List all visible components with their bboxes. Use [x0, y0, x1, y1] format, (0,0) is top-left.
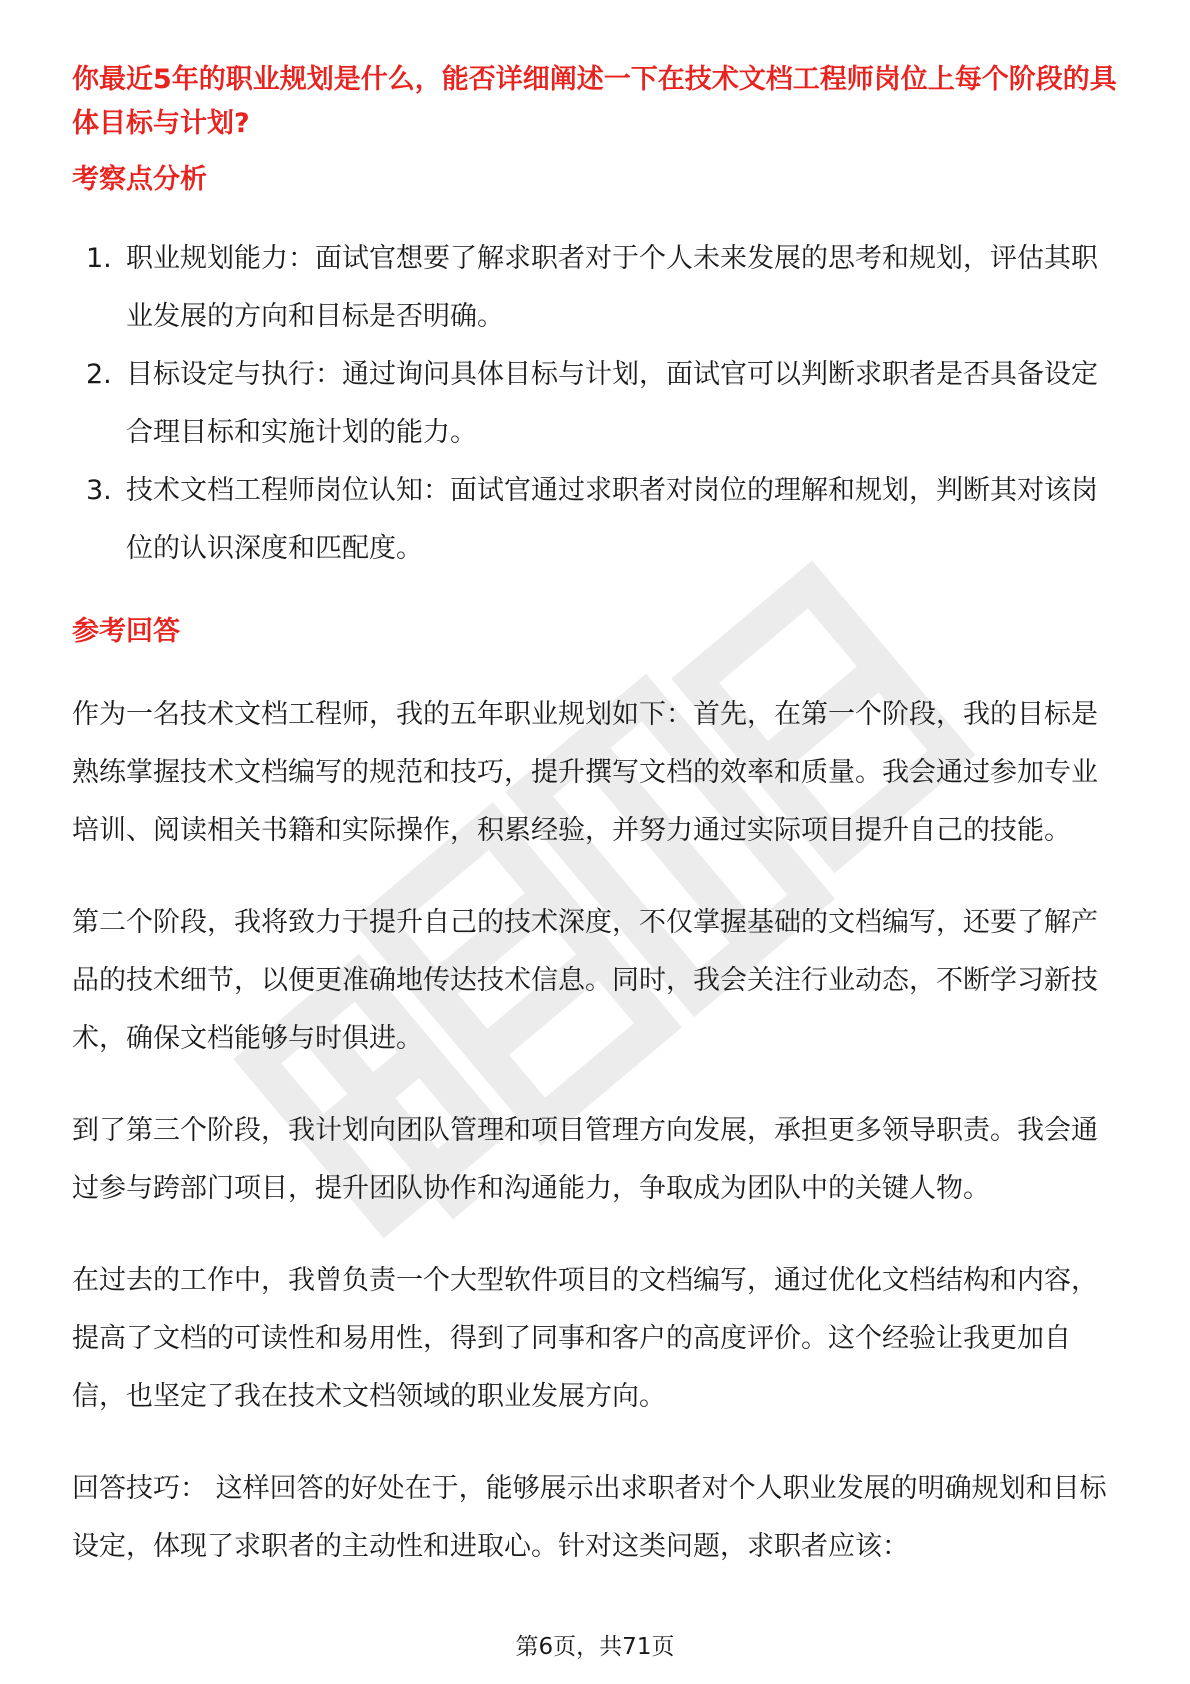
point-number: 3.: [86, 475, 112, 506]
analysis-point: [72, 462, 1118, 578]
analysis-heading: 考察点分析: [72, 164, 207, 195]
point-number: 1.: [86, 243, 112, 274]
point-number: 2.: [86, 359, 112, 390]
answer-paragraph: 作为一名技术文档工程师，我的五年职业规划如下：首先，在第一个阶段，我的目标是熟练掌握技术文档编写的规范和技巧，提升撰写文档的效率和质量。我会通过参加专业培训、阅读相关书籍和实际操作，积累经验，并努力通过实际项目提升自己的技能。: [72, 699, 1098, 846]
analysis-point: [72, 346, 1118, 462]
answer-paragraph: 在过去的工作中，我曾负责一个大型软件项目的文档编写，通过优化文档结构和内容，提高了文档的可读性和易用性，得到了同事和客户的高度评价。这个经验让我更加自信，也坚定了我在技术文档领域的职业发展方向。: [72, 1265, 1098, 1412]
question-title: 你最近5年的职业规划是什么，能否详细阐述一下在技术文档工程师岗位上每个阶段的具体目标与计划?: [72, 64, 1117, 139]
point-text: 技术文档工程师岗位认知：面试官通过求职者对岗位的理解和规划，判断其对该岗位的认识深度和匹配度。: [126, 475, 1098, 564]
analysis-points-list: [72, 230, 1118, 578]
point-text: 目标设定与执行：通过询问具体目标与计划，面试官可以判断求职者是否具备设定合理目标和实施计划的能力。: [126, 359, 1098, 448]
answer-paragraph: 第二个阶段，我将致力于提升自己的技术深度，不仅掌握基础的文档编写，还要了解产品的技术细节，以便更准确地传达技术信息。同时，我会关注行业动态，不断学习新技术，确保文档能够与时俱进。: [72, 907, 1098, 1054]
page-content: [72, 58, 1118, 1576]
answer-paragraph: 到了第三个阶段，我计划向团队管理和项目管理方向发展，承担更多领导职责。我会通过参与跨部门项目，提升团队协作和沟通能力，争取成为团队中的关键人物。: [72, 1115, 1098, 1204]
analysis-point: [72, 230, 1118, 346]
page-footer: 第6页，共71页: [515, 1634, 675, 1660]
answer-heading: 参考回答: [72, 616, 180, 647]
answer-tips-paragraph: 回答技巧： 这样回答的好处在于，能够展示出求职者对个人职业发展的明确规划和目标设定，体现了求职者的主动性和进取心。针对这类问题，求职者应该：: [72, 1473, 1107, 1562]
point-text: 职业规划能力：面试官想要了解求职者对于个人未来发展的思考和规划，评估其职业发展的方向和目标是否明确。: [126, 243, 1098, 332]
